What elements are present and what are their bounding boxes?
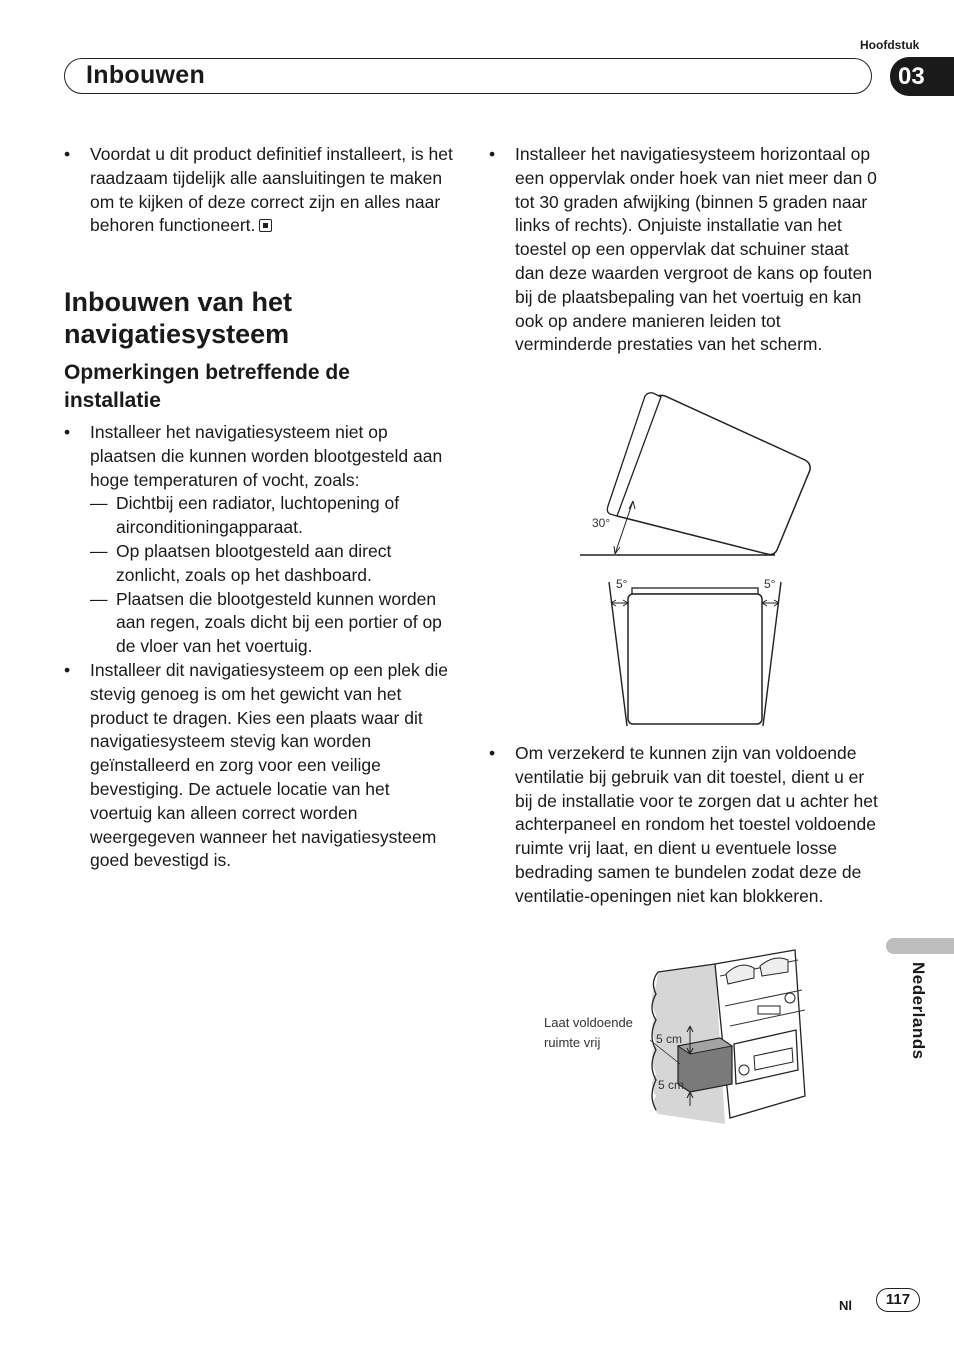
side-left-angle-label: 5° bbox=[616, 577, 628, 591]
list-item bbox=[64, 659, 456, 873]
bullet-dot: • bbox=[64, 659, 71, 680]
section-title: Inbouwen bbox=[86, 61, 206, 89]
dash-item bbox=[90, 540, 456, 588]
left-column-list bbox=[64, 421, 456, 873]
dash-item-text: Op plaatsen blootgesteld aan direct zonlicht, zoals op het dashboard. bbox=[116, 540, 392, 585]
right-column-second bbox=[489, 742, 881, 909]
list-item bbox=[489, 742, 881, 909]
language-label: Nederlands bbox=[909, 962, 928, 1060]
list-item-text: Installeer het navigatiesysteem niet op plaatsen die kunnen worden blootgesteld aan hoge temperaturen of vocht, zoals: bbox=[90, 422, 443, 490]
tilt-angle-label: 30° bbox=[592, 516, 611, 530]
list-item-text: Om verzekerd te kunnen zijn van voldoende ventilatie bij gebruik van dit toestel, dient u er bij de installatie voor te zorgen dat u achter het achterpaneel en rondom het toestel voldoende ruimte vrij laat, en dient u eventuele losse bedrading samen te bundelen zodat deze de ventilatie-openingen niet kan blokkeren. bbox=[515, 743, 878, 906]
dash-list bbox=[64, 492, 456, 659]
language-tab bbox=[886, 938, 954, 954]
bullet-dot: • bbox=[64, 144, 71, 164]
space-bottom-label: 5 cm bbox=[658, 1078, 685, 1092]
language-code: Nl bbox=[839, 1298, 852, 1313]
chapter-label: Hoofdstuk bbox=[860, 38, 920, 52]
side-angle-diagram bbox=[600, 574, 790, 730]
list-item-text: Installeer het navigatiesysteem horizontaal op een oppervlak onder hoek van niet meer dan 0 tot 30 graden afwijking (binnen 5 graden naar links of rechts). Onjuiste installatie van het toestel op een oppervlak dat schuiner staat dan deze waarden vergroot de kans op fouten bij de plaatsbepaling van het voertuig en kan ook op andere manieren leiden tot verminderde prestaties van het scherm. bbox=[515, 144, 877, 355]
dash-item-text: Plaatsen die blootgesteld kunnen worden aan regen, zoals dicht bij een portier of op de vloer van het voertuig. bbox=[116, 588, 442, 657]
page-number: 117 bbox=[876, 1288, 920, 1312]
dash-item bbox=[90, 492, 456, 540]
bullet-dot: • bbox=[489, 743, 496, 763]
intro-bullet bbox=[64, 143, 456, 238]
list-item bbox=[64, 421, 456, 492]
intro-bullet-text: Voordat u dit product definitief installeert, is het raadzaam tijdelijk alle aansluitingen te maken om te kijken of deze correct zijn en alles naar behoren functioneert. bbox=[90, 144, 453, 236]
side-right-angle-label: 5° bbox=[764, 577, 776, 591]
ventilation-space-diagram bbox=[540, 946, 820, 1132]
end-mark-icon bbox=[259, 219, 272, 232]
chapter-number-tab: 03 bbox=[890, 57, 954, 96]
heading-inbouwen-navigatiesysteem: Inbouwen van het navigatiesysteem bbox=[64, 287, 293, 349]
heading-opmerkingen-installatie: Opmerkingen betreffende de installatie bbox=[64, 361, 350, 412]
bullet-dot: • bbox=[489, 144, 496, 164]
list-item bbox=[489, 143, 881, 357]
bullet-dot: • bbox=[64, 422, 71, 442]
space-top-label: 5 cm bbox=[656, 1032, 683, 1046]
space-caption-line2: ruimte vrij bbox=[544, 1035, 601, 1050]
dash-mark: — bbox=[90, 540, 108, 561]
dash-mark: — bbox=[90, 493, 108, 514]
dash-item-text: Dichtbij een radiator, luchtopening of airconditioningapparaat. bbox=[116, 493, 400, 538]
tilt-angle-diagram bbox=[575, 388, 820, 560]
dash-item bbox=[90, 588, 456, 659]
left-column bbox=[64, 143, 456, 238]
right-column bbox=[489, 143, 881, 357]
list-item-text: Installeer dit navigatiesysteem op een plek die stevig genoeg is om het gewicht van het product te dragen. Kies een plaats waar dit navigatiesysteem stevig kan worden geïnstalleerd en zorg voor een veilige bevestiging. De actuele locatie van het voertuig kan alleen correct worden weergegeven wanneer het navigatiesysteem goed bevestigd is. bbox=[90, 659, 448, 871]
space-caption-line1: Laat voldoende bbox=[544, 1015, 633, 1030]
dash-mark: — bbox=[90, 588, 108, 609]
